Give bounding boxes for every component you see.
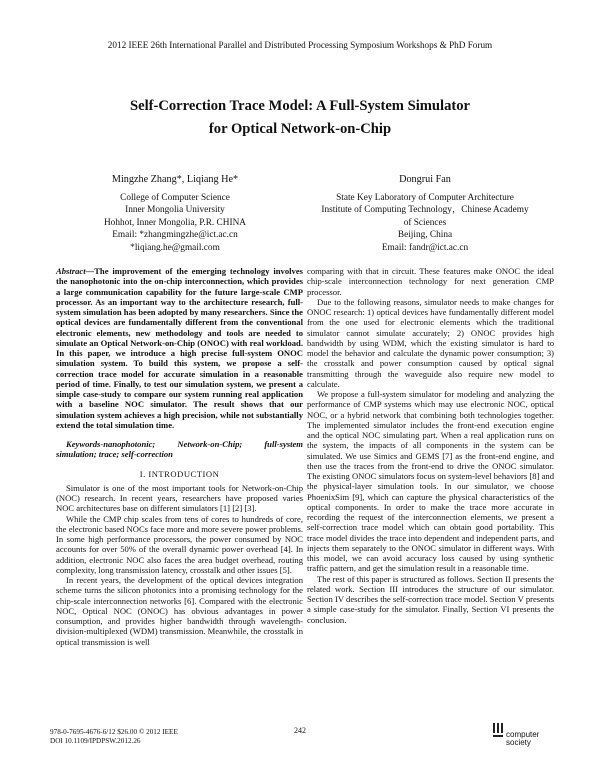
abstract xyxy=(56,266,303,430)
left-column xyxy=(56,266,303,647)
affiliation-line: Hohhot, Inner Mongolia, P.R. CHINA xyxy=(103,217,247,228)
author-names-right: Dongrui Fan xyxy=(399,174,451,185)
logo-line-1: computer xyxy=(506,730,540,739)
title-line-2: for Optical Network-on-Chip xyxy=(208,121,392,137)
paper-title xyxy=(0,95,600,141)
paragraph: comparing with that in circuit. These features make ONOC the ideal chip-scale interconnection technology for next generation CMP processor. xyxy=(307,266,554,297)
affiliation-line: State Key Laboratory of Computer Architecture xyxy=(336,192,514,203)
right-column xyxy=(307,266,554,625)
computer-society-logo xyxy=(492,721,554,753)
paragraph: Due to the following reasons, simulator needs to make changes for ONOC research: 1) optical devices have fundamentally different model from the one used for electronic elements which the traditional simulator cannot simulate accurately; 2) ONOC provides high bandwidth by using WDM, which the existing simulator is hard to model the behavior and calculate the dynamic power consumption; 3) the crosstalk and power consumption caused by optical signal transmitting through the waveguide also require new model to calculate. xyxy=(307,296,554,389)
affiliation-line: Beijing, China xyxy=(397,230,453,241)
computer-society-icon xyxy=(492,723,504,745)
author-names-left: Mingzhe Zhang*, Liqiang He* xyxy=(111,174,239,185)
paragraph: The rest of this paper is structured as follows. Section II presents the related work. Section III introduces the structure of our simulator. Section IV describes the self-correction trace model. Section V presents a simple case-study for the simulator. Finally, Section VI presents the conclusion. xyxy=(307,573,554,625)
keywords: Keywords-nanophotonic; Network-on-Chip; full-system simulation; trace; self-correction xyxy=(56,439,303,460)
author-block-right xyxy=(305,174,545,255)
isbn-line: 978-0-7695-4676-6/12 $26.00 © 2012 IEEE xyxy=(50,728,178,736)
logo-line-2: society xyxy=(506,738,531,747)
section-heading: I. INTRODUCTION xyxy=(139,468,220,479)
author-block-left xyxy=(70,174,280,255)
affiliation-line: Inner Mongolia University xyxy=(125,205,225,216)
abstract-text: The improvement of the emerging technology involves the nanophotonic into the on-chip interconnection, which provides a large communication capability for the future large-scale CMP processor. As an important way to the architecture research, full-system simulation has been adopted by many researchers. Since the optical devices are fundamentally different from the conventional electronic elements, new methodology and tools are needed to simulate an Optical Network-on-Chip (ONOC) with real workload. In this paper, we introduce a high precise full-system ONOC simulation system. To build this system, we propose a self-correction trace model for accurate simulation in a reasonable period of time. Finally, to test our simulation system, we present a simple case-study to compare our system running real application with a baseline NOC simulator. The result shows that our simulation system achieves a high precision, while not substantially extend the total simulation time. xyxy=(56,266,303,430)
paragraph: While the CMP chip scales from tens of cores to hundreds of core, the electronic based NOCs face more and more severe power problems. In some high performance processors, the power consumed by NOC accounts for over 50% of the overall dynamic power overhead [4]. In addition, electronic NOC also faces the area budget overhead, routing complexity, long transmission latency, crosstalk and other issues [5]. xyxy=(56,513,303,575)
doi-line: DOI 10.1109/IPDPSW.2012.26 xyxy=(50,737,141,745)
affiliation-line: of Sciences xyxy=(403,217,447,228)
email-line: Email: fandr@ict.ac.cn xyxy=(381,242,469,253)
logo-text xyxy=(506,731,539,747)
page-number: 242 xyxy=(294,726,306,735)
email-line: *liqiang.he@gmail.com xyxy=(130,242,220,253)
affiliation-line: Institute of Computing Technology，Chinese Academy xyxy=(321,205,529,216)
title-line-1: Self-Correction Trace Model: A Full-System Simulator xyxy=(129,98,471,114)
paragraph: We propose a full-system simulator for modeling and analyzing the performance of CMP systems which may use electronic NOC, optical NOC, or a hybrid network that combining both technologies together. The implemented simulator includes the front-end execution engine and the optical NOC simulating part. When a real application runs on the system, the impacts of all components in the system can be simulated. We use Simics and GEMS [7] as the front-end engine, and then use the traces from the front-end to drive the ONOC simulator. The existing ONOC simulators focus on system-level behaviors [8] and the physical-layer simulation tools. In our simulator, we choose PhoenixSim [9], which can capture the physical characteristics of the optical components. In order to make the trace more accurate in recording the request of the interconnection elements, we present a self-correction trace model which can obtain good portability. This trace model divides the trace into dependent and independent parts, and injects them separately to the ONOC simulator in different ways. With this model, we can avoid accuracy loss caused by using synthetic traffic pattern, and get the simulation result in a reasonable time. xyxy=(307,389,554,574)
paragraph: Simulator is one of the most important tools for Network-on-Chip (NOC) research. In recent years, researchers have proposed varies NOC architectures base on different simulators [1] [2] [3]. xyxy=(56,482,303,514)
conference-header: 2012 IEEE 26th International Parallel and Distributed Processing Symposium Workshops & PhD Forum xyxy=(107,40,493,50)
email-line: Email: *zhangmingzhe@ict.ac.cn xyxy=(112,230,238,241)
affiliation-line: College of Computer Science xyxy=(120,192,230,203)
paragraph: In recent years, the development of the optical devices integration scheme turns the silicon photonics into a promising technology for the chip-scale interconnection networks [6]. Compared with the electronic NOC, Optical NOC (ONOC) has obvious advantages in power consumption, and provides higher bandwidth through wavelength-division-multiplexed (WDM) transmission. Meanwhile, the crosstalk in optical transmission is well xyxy=(56,575,303,647)
abstract-lead: Abstract— xyxy=(56,266,95,276)
